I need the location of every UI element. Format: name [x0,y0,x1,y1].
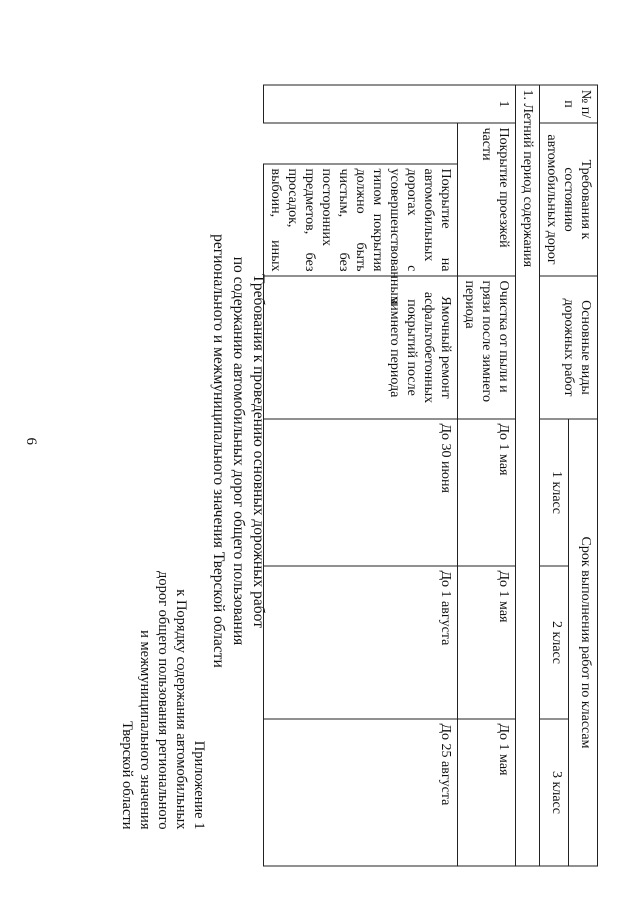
appendix-line: к Порядку содержания автомобильных [173,589,189,830]
deadline-class-3: До 25 августа [264,719,458,866]
appendix-line: дорог общего пользования регионального [155,570,171,830]
deadline-class-2: До 1 мая [458,566,516,719]
deadline-class-2: До 1 августа [264,566,458,719]
deadline-class-1: До 30 июня [264,419,458,566]
title-line: по содержанию автомобильных дорог общего пользования [230,256,247,646]
header-class-2: 2 класс [540,566,569,719]
requirements-table [263,85,598,867]
row-spacer [264,123,458,164]
page-number: 6 [23,437,39,445]
row-title: Покрытие проезжей части [458,123,516,276]
document-title [208,0,268,903]
title-line: Требования к проведению основных дорожных работ [250,274,267,628]
appendix-heading [118,571,208,830]
work-name: Ямочный ремонт асфальтобетонных покрытий после зимнего периода [264,276,458,419]
appendix-line: Приложение 1 [191,740,207,830]
work-name: Очистка от пыли и грязи после зимнего периода [458,276,516,419]
appendix-line: Тверской области [119,721,135,830]
section-row [516,85,540,866]
header-deadline: Срок выполнения работ по классам [569,419,598,866]
table-row [458,85,516,866]
row-num: 1 [264,85,516,123]
header-requirements: Требования к состоянию автомобильных дорог [540,123,598,276]
appendix-line: и межмуниципального значения [137,630,153,830]
deadline-class-3: До 1 мая [458,719,516,866]
section-title: 1. Летний период содержания [516,85,540,866]
requirement-text: Покрытие на автомобильных дорогах с усовершенствованным типом покрытия должно быть чистым, без посторонних предметов, без просадок, выбоин, иных [264,164,458,276]
deadline-class-1: До 1 мая [458,419,516,566]
table-header-row [569,85,598,866]
title-line: регионального и межмуниципального значения Тверской области [210,234,227,668]
header-works: Основные виды дорожных работ [540,276,598,419]
header-class-1: 1 класс [540,419,569,566]
header-class-3: 3 класс [540,719,569,866]
header-num: № п/п [540,85,598,123]
